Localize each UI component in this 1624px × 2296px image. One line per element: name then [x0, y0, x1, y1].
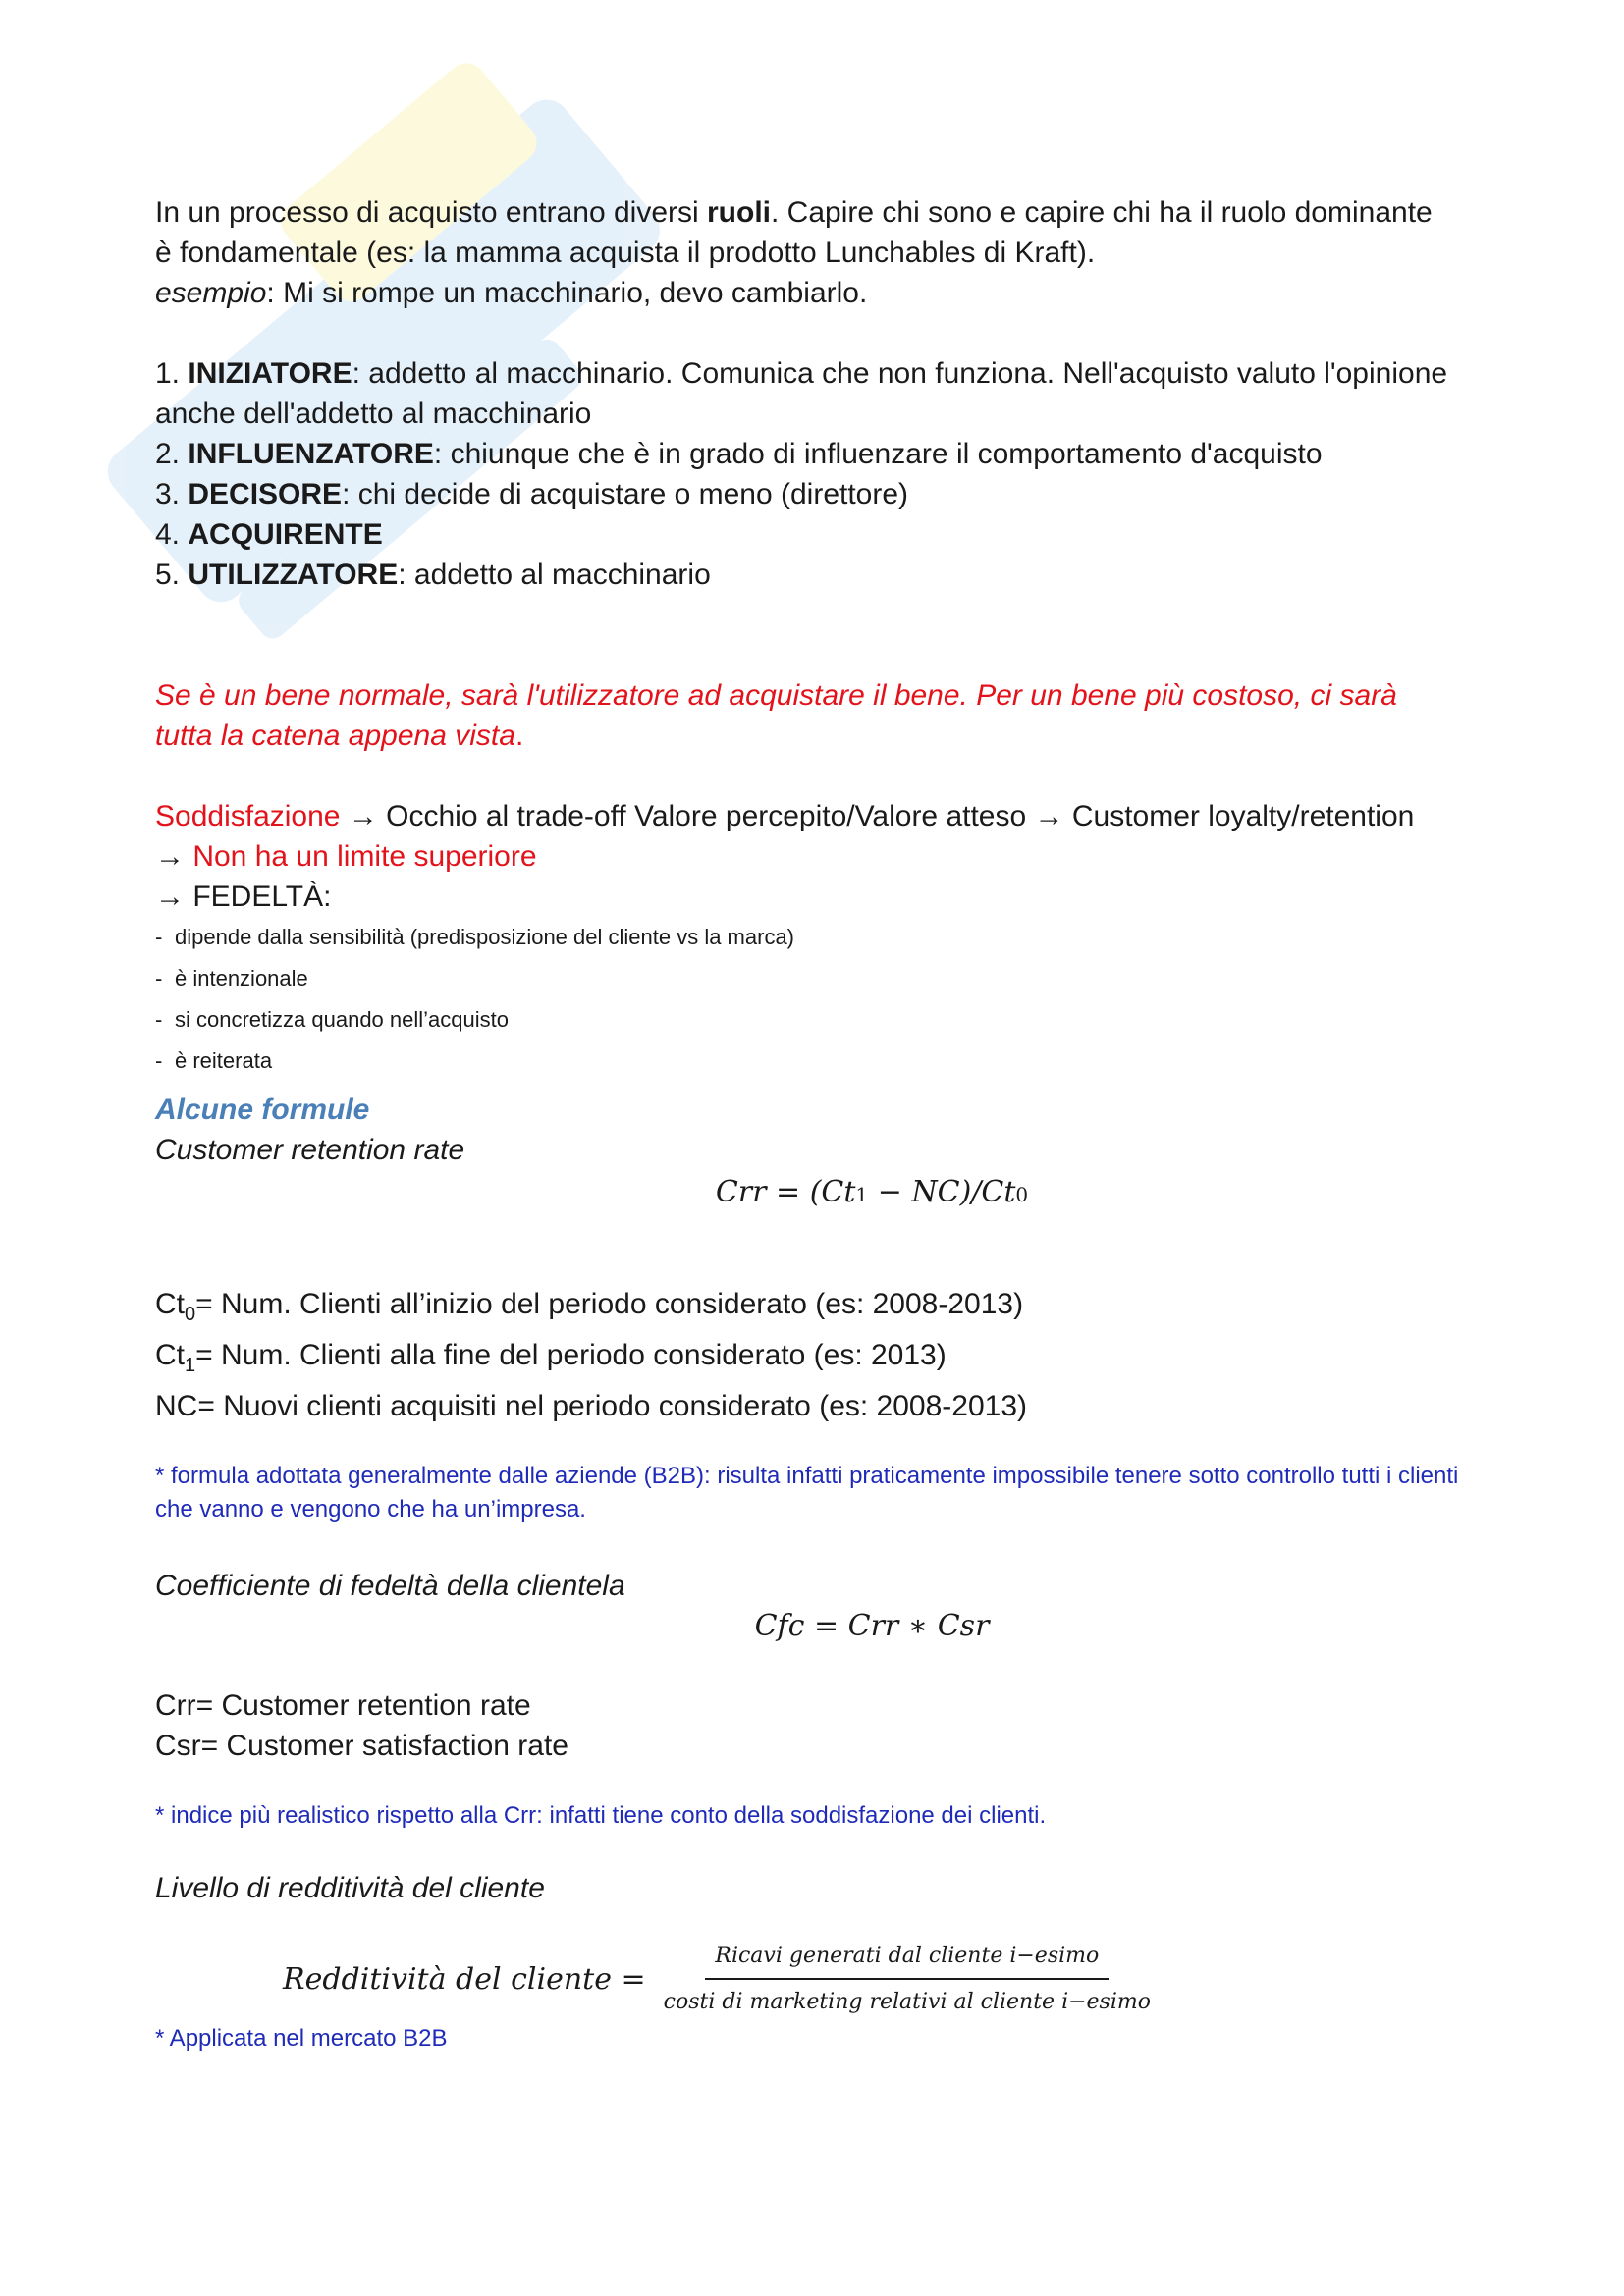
definition-item: NC= Nuovi clienti acquisiti nel periodo considerato (es: 2008-2013)	[155, 1390, 1028, 1422]
role-item: 5. UTILIZZATORE: addetto al macchinario	[155, 559, 711, 591]
document-page	[155, 192, 1490, 2056]
cfc-definitions	[155, 1685, 1490, 1766]
crr-formula: Crr = (Ct1 − NC)/Ct0	[715, 1175, 1029, 1209]
definition-item: $Ct_0=$ Num. Clienti all’inizio del periodo considerato (es: 2008-2013)	[155, 1288, 1024, 1325]
definition-item: $Ct_1=$ Num. Clienti alla fine del periodo considerato (es: 2013)	[155, 1339, 947, 1376]
fraction: $\frac{\text{Ricavi generati dal cliente i−esimo}}{\text{costi di marketing relativi al cliente i−esimo}}$	[654, 1936, 1161, 2022]
arrow-right-icon: →	[155, 840, 185, 873]
section-heading: Alcune formule	[155, 1094, 370, 1126]
intro-paragraph: In un processo di acquisto entrano diversi ruoli. Capire chi sono e capire chi ha il ruolo dominante è fondamentale (es: la mamma acquista il prodotto Lunchables di Kraft). esempio: Mi si rompe un macchinario, devo cambiarlo.	[155, 196, 1433, 309]
roles-list	[155, 353, 1490, 595]
arrow-right-icon: →	[1034, 800, 1064, 832]
role-item: 1. INIZIATORE: addetto al macchinario. Comunica che non funziona. Nell'acquisto valuto l'opinione anche dell'addetto al macchinario	[155, 357, 1448, 430]
loyalty-item: - si concretizza quando nell’acquisto	[155, 1007, 509, 1032]
cfc-note: * indice più realistico rispetto alla Crr: infatti tiene conto della soddisfazione dei clienti.	[155, 1802, 1047, 1829]
role-item: 2. INFLUENZATORE: chiunque che è in grado di influenzare il comportamento d'acquisto	[155, 438, 1323, 470]
role-item: 3. DECISORE: chi decide di acquistare o meno (direttore)	[155, 478, 909, 510]
arrow-right-icon: →	[348, 800, 378, 832]
crr-title: Customer retention rate	[155, 1134, 465, 1166]
redd-note: * Applicata nel mercato B2B	[155, 2025, 448, 2052]
satisfaction-line: Soddisfazione → Occhio al trade-off Valore percepito/Valore atteso → Customer loyalty/retention → Non ha un limite superiore → FEDELTÀ:	[155, 800, 1415, 913]
loyalty-item: - è reiterata	[155, 1048, 273, 1073]
note-red: Se è un bene normale, sarà l'utilizzatore ad acquistare il bene. Per un bene più costoso, ci sarà tutta la catena appena vista.	[155, 679, 1397, 752]
loyalty-item: - è intenzionale	[155, 966, 308, 990]
crr-definitions	[155, 1284, 1490, 1426]
loyalty-item: - dipende dalla sensibilità (predisposizione del cliente vs la marca)	[155, 925, 795, 949]
crr-note: * formula adottata generalmente dalle aziende (B2B): risulta infatti praticamente impossibile tenere sotto controllo tutti i clienti che vanno e vengono che ha un’impresa.	[155, 1463, 1459, 1522]
definition-item: Crr= Customer retention rate	[155, 1689, 531, 1722]
loyalty-list	[155, 917, 1490, 1082]
definition-item: Csr= Customer satisfaction rate	[155, 1730, 568, 1762]
cfc-title: Coefficiente di fedeltà della clientela	[155, 1570, 625, 1602]
redd-title: Livello di redditività del cliente	[155, 1872, 545, 1904]
redd-formula: Redditività del cliente = $\frac{\text{Ricavi generati dal cliente i−esimo}}{\text{costi di marketing relativi al cliente i−esimo}}$	[155, 1936, 1490, 2022]
cfc-formula: Cfc = Crr ∗ Csr	[754, 1609, 990, 1643]
role-item: 4. ACQUIRENTE	[155, 518, 383, 551]
arrow-right-icon: →	[155, 881, 185, 913]
